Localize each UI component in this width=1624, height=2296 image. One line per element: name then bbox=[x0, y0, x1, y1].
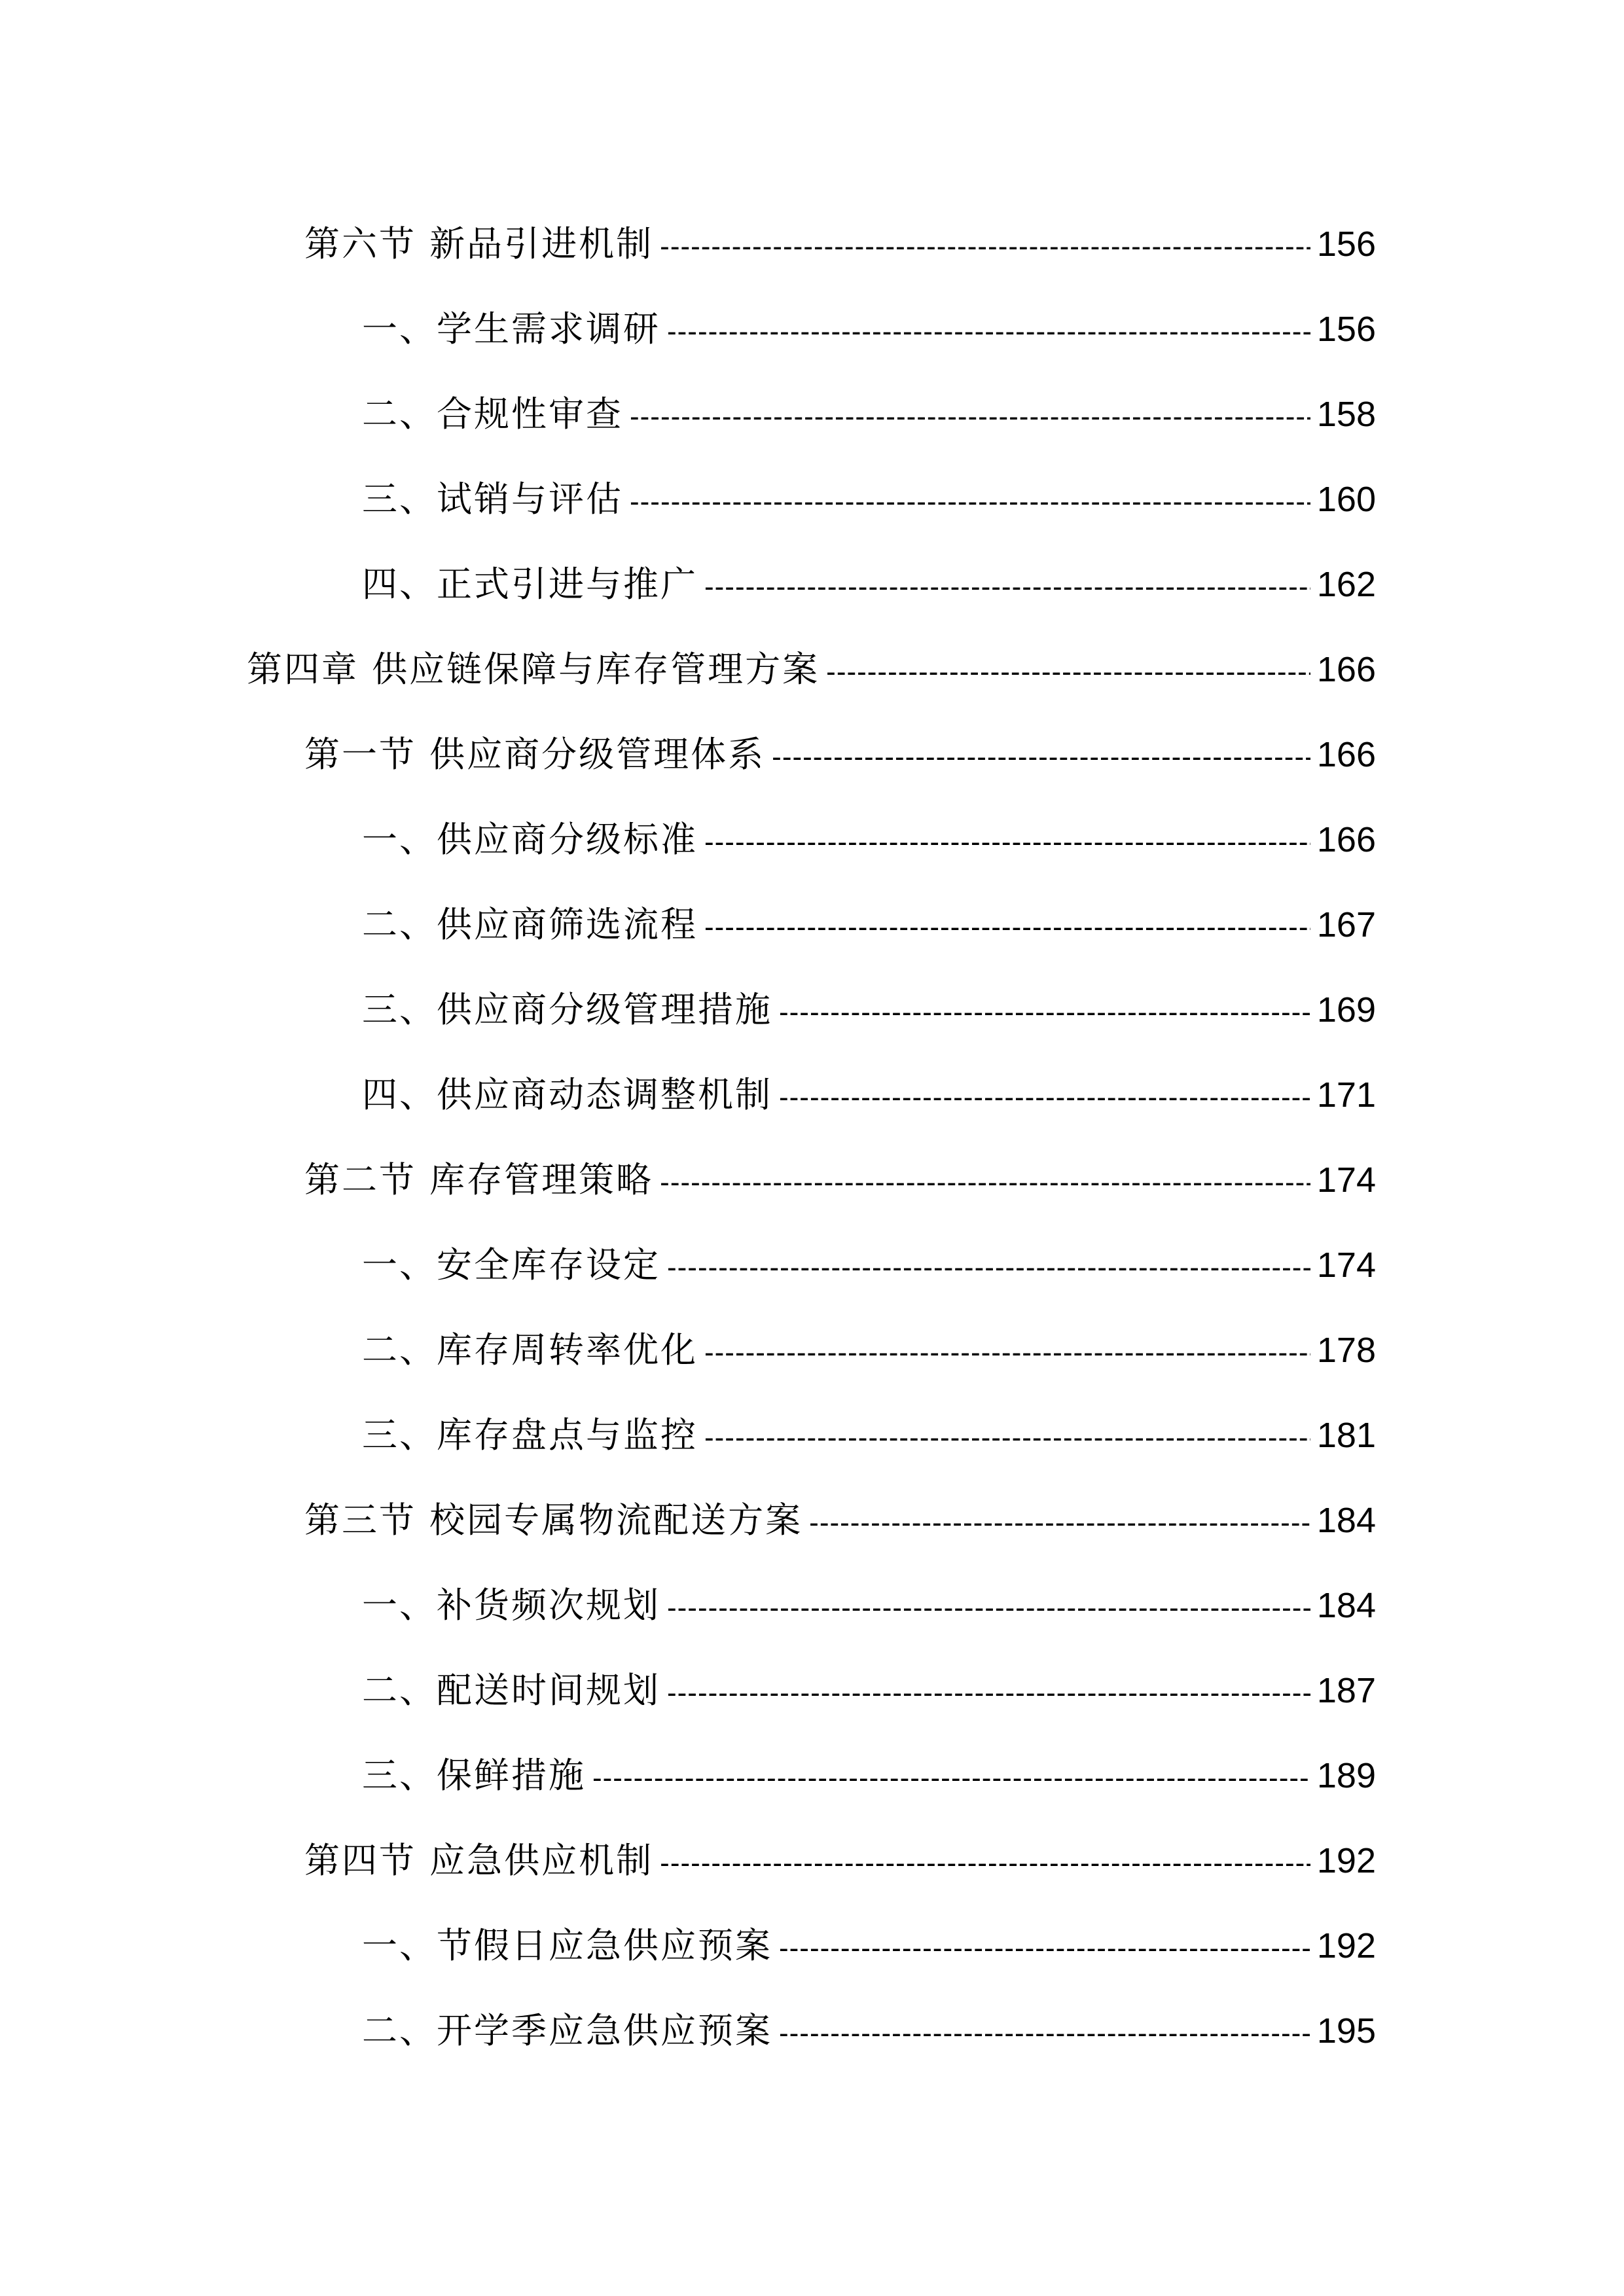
toc-entry-page: 192 bbox=[1316, 1926, 1376, 1965]
toc-entry[interactable] bbox=[304, 1833, 1376, 1881]
dot-leader bbox=[667, 315, 1310, 348]
toc-entry[interactable] bbox=[362, 1067, 1376, 1113]
toc-entry[interactable] bbox=[304, 216, 1376, 262]
toc-entry-page: 171 bbox=[1316, 1075, 1376, 1115]
toc-entry-page: 156 bbox=[1316, 224, 1376, 264]
toc-entry-page: 178 bbox=[1316, 1331, 1376, 1370]
toc-entry-title: 第二节 库存管理策略 bbox=[304, 1159, 654, 1200]
toc-entry-title: 二、开学季应急供应预案 bbox=[362, 2010, 772, 2051]
dot-leader bbox=[704, 826, 1310, 859]
dot-leader bbox=[704, 571, 1310, 603]
toc-entry-title: 四、供应商动态调整机制 bbox=[362, 1074, 772, 1115]
toc-entry[interactable] bbox=[362, 1662, 1376, 1711]
toc-entry[interactable] bbox=[362, 301, 1376, 350]
toc-entry-title: 一、节假日应急供应预案 bbox=[362, 1925, 772, 1966]
dot-leader bbox=[704, 911, 1310, 944]
toc-entry-title: 第六节 新品引进机制 bbox=[304, 223, 654, 264]
toc-entry-page: 192 bbox=[1316, 1841, 1376, 1880]
toc-entry-chapter[interactable] bbox=[247, 641, 1376, 690]
toc-entry-page: 187 bbox=[1316, 1671, 1376, 1710]
dot-leader bbox=[704, 1336, 1310, 1369]
toc-entry-page: 195 bbox=[1316, 2011, 1376, 2051]
toc-entry-title: 三、库存盘点与监控 bbox=[362, 1414, 698, 1456]
toc-entry-title: 一、补货频次规划 bbox=[362, 1585, 660, 1626]
dot-leader bbox=[630, 486, 1310, 518]
toc-entry-page: 167 bbox=[1316, 905, 1376, 944]
dot-leader bbox=[660, 1166, 1310, 1199]
dot-leader bbox=[667, 1251, 1310, 1284]
dot-leader bbox=[779, 1081, 1310, 1114]
toc-entry[interactable] bbox=[362, 386, 1376, 435]
dot-leader bbox=[704, 1422, 1310, 1454]
dot-leader bbox=[779, 2017, 1310, 2050]
toc-entry[interactable] bbox=[362, 1237, 1376, 1283]
toc-entry-page: 158 bbox=[1316, 395, 1376, 434]
dot-leader bbox=[667, 1592, 1310, 1624]
toc-entry-page: 156 bbox=[1316, 310, 1376, 349]
toc-entry-page: 162 bbox=[1316, 565, 1376, 604]
toc-entry-page: 166 bbox=[1316, 820, 1376, 859]
toc-entry-title: 二、库存周转率优化 bbox=[362, 1329, 698, 1371]
toc-entry[interactable] bbox=[362, 1322, 1376, 1371]
toc-entry-title: 二、合规性审查 bbox=[362, 393, 623, 435]
dot-leader bbox=[779, 1932, 1310, 1965]
dot-leader bbox=[826, 656, 1310, 689]
dot-leader bbox=[809, 1507, 1310, 1539]
toc-entry-title: 三、试销与评估 bbox=[362, 478, 623, 520]
toc-entry-page: 184 bbox=[1316, 1586, 1376, 1625]
toc-entry[interactable] bbox=[362, 1407, 1376, 1456]
toc-entry-page: 160 bbox=[1316, 480, 1376, 519]
toc-entry-title: 二、配送时间规划 bbox=[362, 1670, 660, 1711]
toc-entry-page: 181 bbox=[1316, 1416, 1376, 1455]
toc-entry-title: 第四节 应急供应机制 bbox=[304, 1840, 654, 1881]
toc-entry[interactable] bbox=[362, 982, 1376, 1028]
toc-entry[interactable] bbox=[362, 471, 1376, 520]
toc-entry[interactable] bbox=[304, 1152, 1376, 1198]
toc-entry-page: 166 bbox=[1316, 735, 1376, 774]
toc-entry-title: 一、安全库存设定 bbox=[362, 1244, 660, 1285]
dot-leader bbox=[592, 1762, 1310, 1795]
toc-entry-page: 174 bbox=[1316, 1246, 1376, 1285]
dot-leader bbox=[772, 741, 1310, 774]
toc-entry-title: 三、供应商分级管理措施 bbox=[362, 989, 772, 1030]
dot-leader bbox=[660, 230, 1310, 263]
dot-leader bbox=[630, 401, 1310, 433]
toc-entry[interactable] bbox=[362, 897, 1376, 945]
dot-leader bbox=[779, 996, 1310, 1029]
toc-entry[interactable] bbox=[362, 556, 1376, 605]
toc-entry-title: 四、正式引进与推广 bbox=[362, 564, 698, 605]
toc-entry-page: 169 bbox=[1316, 990, 1376, 1030]
toc-entry[interactable] bbox=[304, 1492, 1376, 1541]
toc-entry[interactable] bbox=[304, 726, 1376, 775]
toc-entry-title: 第一节 供应商分级管理体系 bbox=[304, 734, 766, 775]
toc-entry[interactable] bbox=[362, 1748, 1376, 1796]
toc-entry-page: 189 bbox=[1316, 1756, 1376, 1795]
toc-entry-title: 一、学生需求调研 bbox=[362, 308, 660, 350]
toc-entry-title: 第三节 校园专属物流配送方案 bbox=[304, 1499, 803, 1541]
toc-entry-page: 166 bbox=[1316, 650, 1376, 689]
toc-entry-title: 第四章 供应链保障与库存管理方案 bbox=[247, 649, 820, 690]
dot-leader bbox=[667, 1677, 1310, 1710]
toc-entry[interactable] bbox=[362, 1918, 1376, 1964]
toc-entry[interactable] bbox=[362, 812, 1376, 860]
toc-entry-page: 184 bbox=[1316, 1501, 1376, 1540]
toc-entry-title: 一、供应商分级标准 bbox=[362, 819, 698, 860]
toc-entry-page: 174 bbox=[1316, 1160, 1376, 1200]
toc-entry-title: 二、供应商筛选流程 bbox=[362, 904, 698, 945]
toc-entry-title: 三、保鲜措施 bbox=[362, 1755, 586, 1796]
toc-entry[interactable] bbox=[362, 1577, 1376, 1626]
dot-leader bbox=[660, 1847, 1310, 1880]
toc-entry[interactable] bbox=[362, 2003, 1376, 2049]
